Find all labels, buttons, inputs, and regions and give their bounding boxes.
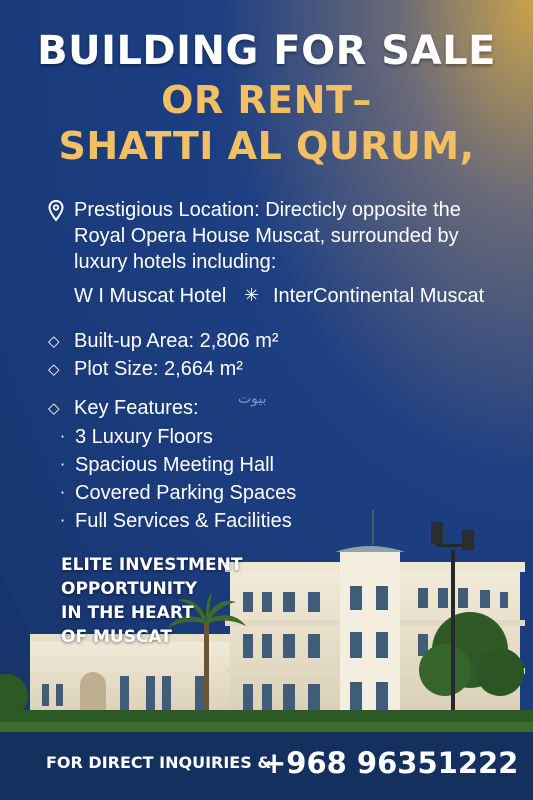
diamond-bullet-icon: ◇ — [48, 399, 60, 417]
feature-item: Covered Parking Spaces — [75, 482, 297, 504]
asterisk-icon: ✳ — [244, 285, 260, 306]
title-line-1: BUILDING FOR SALE — [37, 28, 496, 74]
feature-item: Spacious Meeting Hall — [75, 454, 274, 476]
map-pin-icon — [48, 200, 64, 222]
dot-bullet-icon: · — [60, 427, 66, 446]
tagline-line-4: OF MUSCAT — [61, 627, 172, 647]
location-text-line-1: Prestigious Location: Directicly opposite the — [74, 199, 461, 221]
dot-bullet-icon: · — [60, 511, 66, 530]
investment-tagline — [61, 553, 261, 649]
location-text-line-2: Royal Opera House Muscat, surrounded by — [74, 225, 459, 247]
diamond-bullet-icon: ◇ — [48, 332, 60, 350]
phone-number[interactable]: +968 96351222 — [262, 746, 519, 780]
feature-item: Full Services & Facilities — [75, 510, 292, 532]
watermark-logo: بيوت — [238, 391, 267, 407]
dot-bullet-icon: · — [60, 455, 66, 474]
location-text-line-3: luxury hotels including: — [74, 251, 277, 273]
dot-bullet-icon: · — [60, 483, 66, 502]
built-up-area: Built-up Area: 2,806 m² — [74, 330, 279, 352]
hotel-name-w: W I Muscat Hotel — [74, 285, 227, 307]
hotel-name-intercontinental: InterContinental Muscat — [273, 285, 485, 307]
diamond-bullet-icon: ◇ — [48, 360, 60, 378]
tagline-line-2: OPPORTUNITY — [61, 579, 198, 599]
key-features-heading: Key Features: — [74, 397, 199, 419]
title-line-3: SHATTI AL QURUM, — [58, 124, 475, 168]
title-line-2: OR RENT– — [161, 78, 372, 122]
tagline-line-3: IN THE HEART — [61, 603, 194, 623]
plot-size: Plot Size: 2,664 m² — [74, 358, 243, 380]
feature-item: 3 Luxury Floors — [75, 426, 213, 448]
inquiries-label: FOR DIRECT INQUIRIES & — [46, 753, 272, 772]
tagline-line-1: ELITE INVESTMENT — [61, 555, 243, 575]
